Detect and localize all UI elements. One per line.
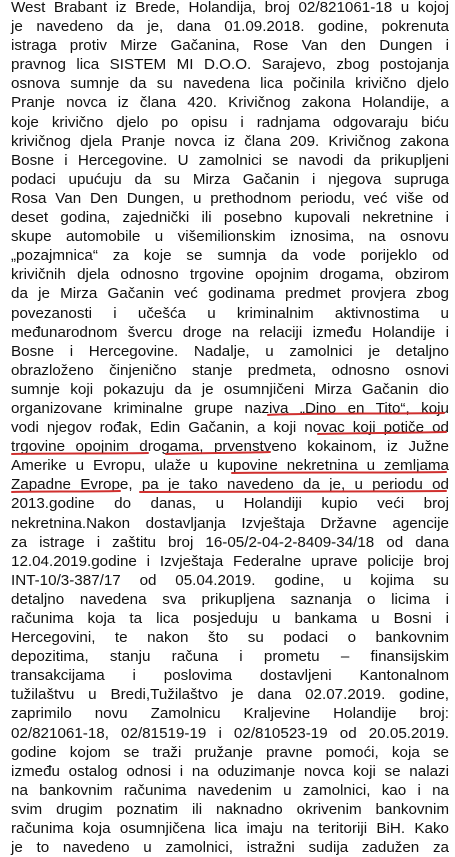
text-line: nekretnina.Nakon dostavljanja Izvještaja Državne agencije	[11, 514, 449, 532]
text-line: INT-10/3-387/17 od 05.04.2019. godine, u kojima su	[11, 571, 449, 589]
text-line: računima koja osumnjičena lica imaju na teritoriji BiH. Kako	[11, 820, 449, 838]
text-line: 02/821061-18, 02/81519-19 i 02/810523-19 od 20.05.2019.	[11, 724, 449, 742]
text-line: svim drugim poznatim ili naknadno okrivenim bankovnim	[11, 800, 449, 818]
text-line: deset godina, zajednički ili posebno kupovali nekretnine i	[11, 209, 449, 227]
text-line: depozitima, stanju računa i prometu – finansijskim	[11, 648, 449, 666]
text-line: zaprimilo novu Zamolnicu Kraljevine Holandije broj:	[11, 705, 449, 723]
text-line: Hercegovini, te nakon što su podaci o bankovnim	[11, 629, 449, 647]
text-line: Rosa Van Den Dungen, u prethodnom periodu, već više od	[11, 189, 449, 207]
text-line: koje krivično djelo po opisu i radnjama odgovaraju biću	[11, 113, 449, 131]
text-line: 12.04.2019.godine i Izvještaja Federalne uprave policije broj	[11, 552, 449, 570]
text-line: vodi njegov rođak, Edin Gačanin, a koji novac koji potiče od	[11, 419, 449, 437]
text-line: 2013.godine do danas, u Holandiji kupio veći broj	[11, 495, 449, 513]
text-line: osnova sumnje da su navedena lica počinila krivično djelo	[11, 75, 449, 93]
article-text	[11, 0, 449, 857]
text-line: West Brabant iz Brede, Holandija, broj 02/821061-18 u kojoj	[11, 0, 449, 16]
text-line: je navedeno da je, dana 01.09.2018. godine, pokrenuta	[11, 18, 449, 36]
text-line: Zapadne Evrope, pa je tako navedeno da je, u periodu od	[11, 476, 449, 494]
text-line: tužilaštvu u Bredi,Tužilaštvo je dana 02.07.2019. godine,	[11, 686, 449, 704]
text-line: obrazloženo činjenično stanje predmeta, odnosno osnovi	[11, 361, 449, 379]
text-line: na bankovnim računima navedenim u zamolnici, kao i na	[11, 781, 449, 799]
text-line: Bosne i Hercegovine. U zamolnici se navodi da prikupljeni	[11, 151, 449, 169]
text-line: godine kojom se traži pružanje pravne pomoći, koja se	[11, 743, 449, 761]
text-line: „pozajmnica“ za koje se sumnja da vode porijeklo od	[11, 247, 449, 265]
text-line: je to navedeno u zamolnici, istražni sudija zadužen za	[11, 839, 449, 857]
text-line: transakcijama i poslovima dostavljeni Kantonalnom	[11, 667, 449, 685]
text-line: detaljno navedena sva prikupljena saznanja o licima i	[11, 590, 449, 608]
text-line: istraga protiv Mirze Gačanina, Rose Van den Dungen i	[11, 37, 449, 55]
text-line: Amerike u Evropu, ulaže u kupovine nekretnina u zemljama	[11, 457, 449, 475]
text-line: Bosne i Hercegovine. Nadalje, u zamolnici je detaljno	[11, 342, 449, 360]
text-line: organizovane kriminalne grupe naziva „Dino en Tito“, koju	[11, 399, 449, 417]
text-line: sumnje koji pokazuju da je osumnjičeni Mirza Gačanin dio	[11, 380, 449, 398]
text-line: skupe automobile u višemilionskim iznosima, na osnovu	[11, 228, 449, 246]
text-line: za istrage i zaštitu broj 16-05/2-04-2-8409-34/18 od dana	[11, 533, 449, 551]
text-line: između ostalog odnosi i na oduzimanje novca koji se nalazi	[11, 762, 449, 780]
text-line: Pranje novca iz člana 420. Krivičnog zakona Holandije, a	[11, 94, 449, 112]
text-line: međunarodnom švercu droge na relaciji između Holandije i	[11, 323, 449, 341]
text-line: podaci upućuju da su Mirza Gačanin i njegova supruga	[11, 170, 449, 188]
text-line: da je Mirza Gačanin već godinama predmet provjera zbog	[11, 285, 449, 303]
text-line: trgovine opojnim drogama, prvenstveno kokainom, iz Južne	[11, 438, 449, 456]
text-line: povezanosti i učešća u kriminalnim aktivnostima u	[11, 304, 449, 322]
text-line: krivičnih djela odnosno trgovine opojnim drogama, obzirom	[11, 266, 449, 284]
text-line: krivičnog djela Pranje novca iz člana 209. Krivičnog zakona	[11, 132, 449, 150]
text-line: pravnog lica SISTEM MI D.O.O. Sarajevo, zbog postojanja	[11, 56, 449, 74]
text-line: računima koja ta lica posjeduju u bankama u Bosni i	[11, 610, 449, 627]
